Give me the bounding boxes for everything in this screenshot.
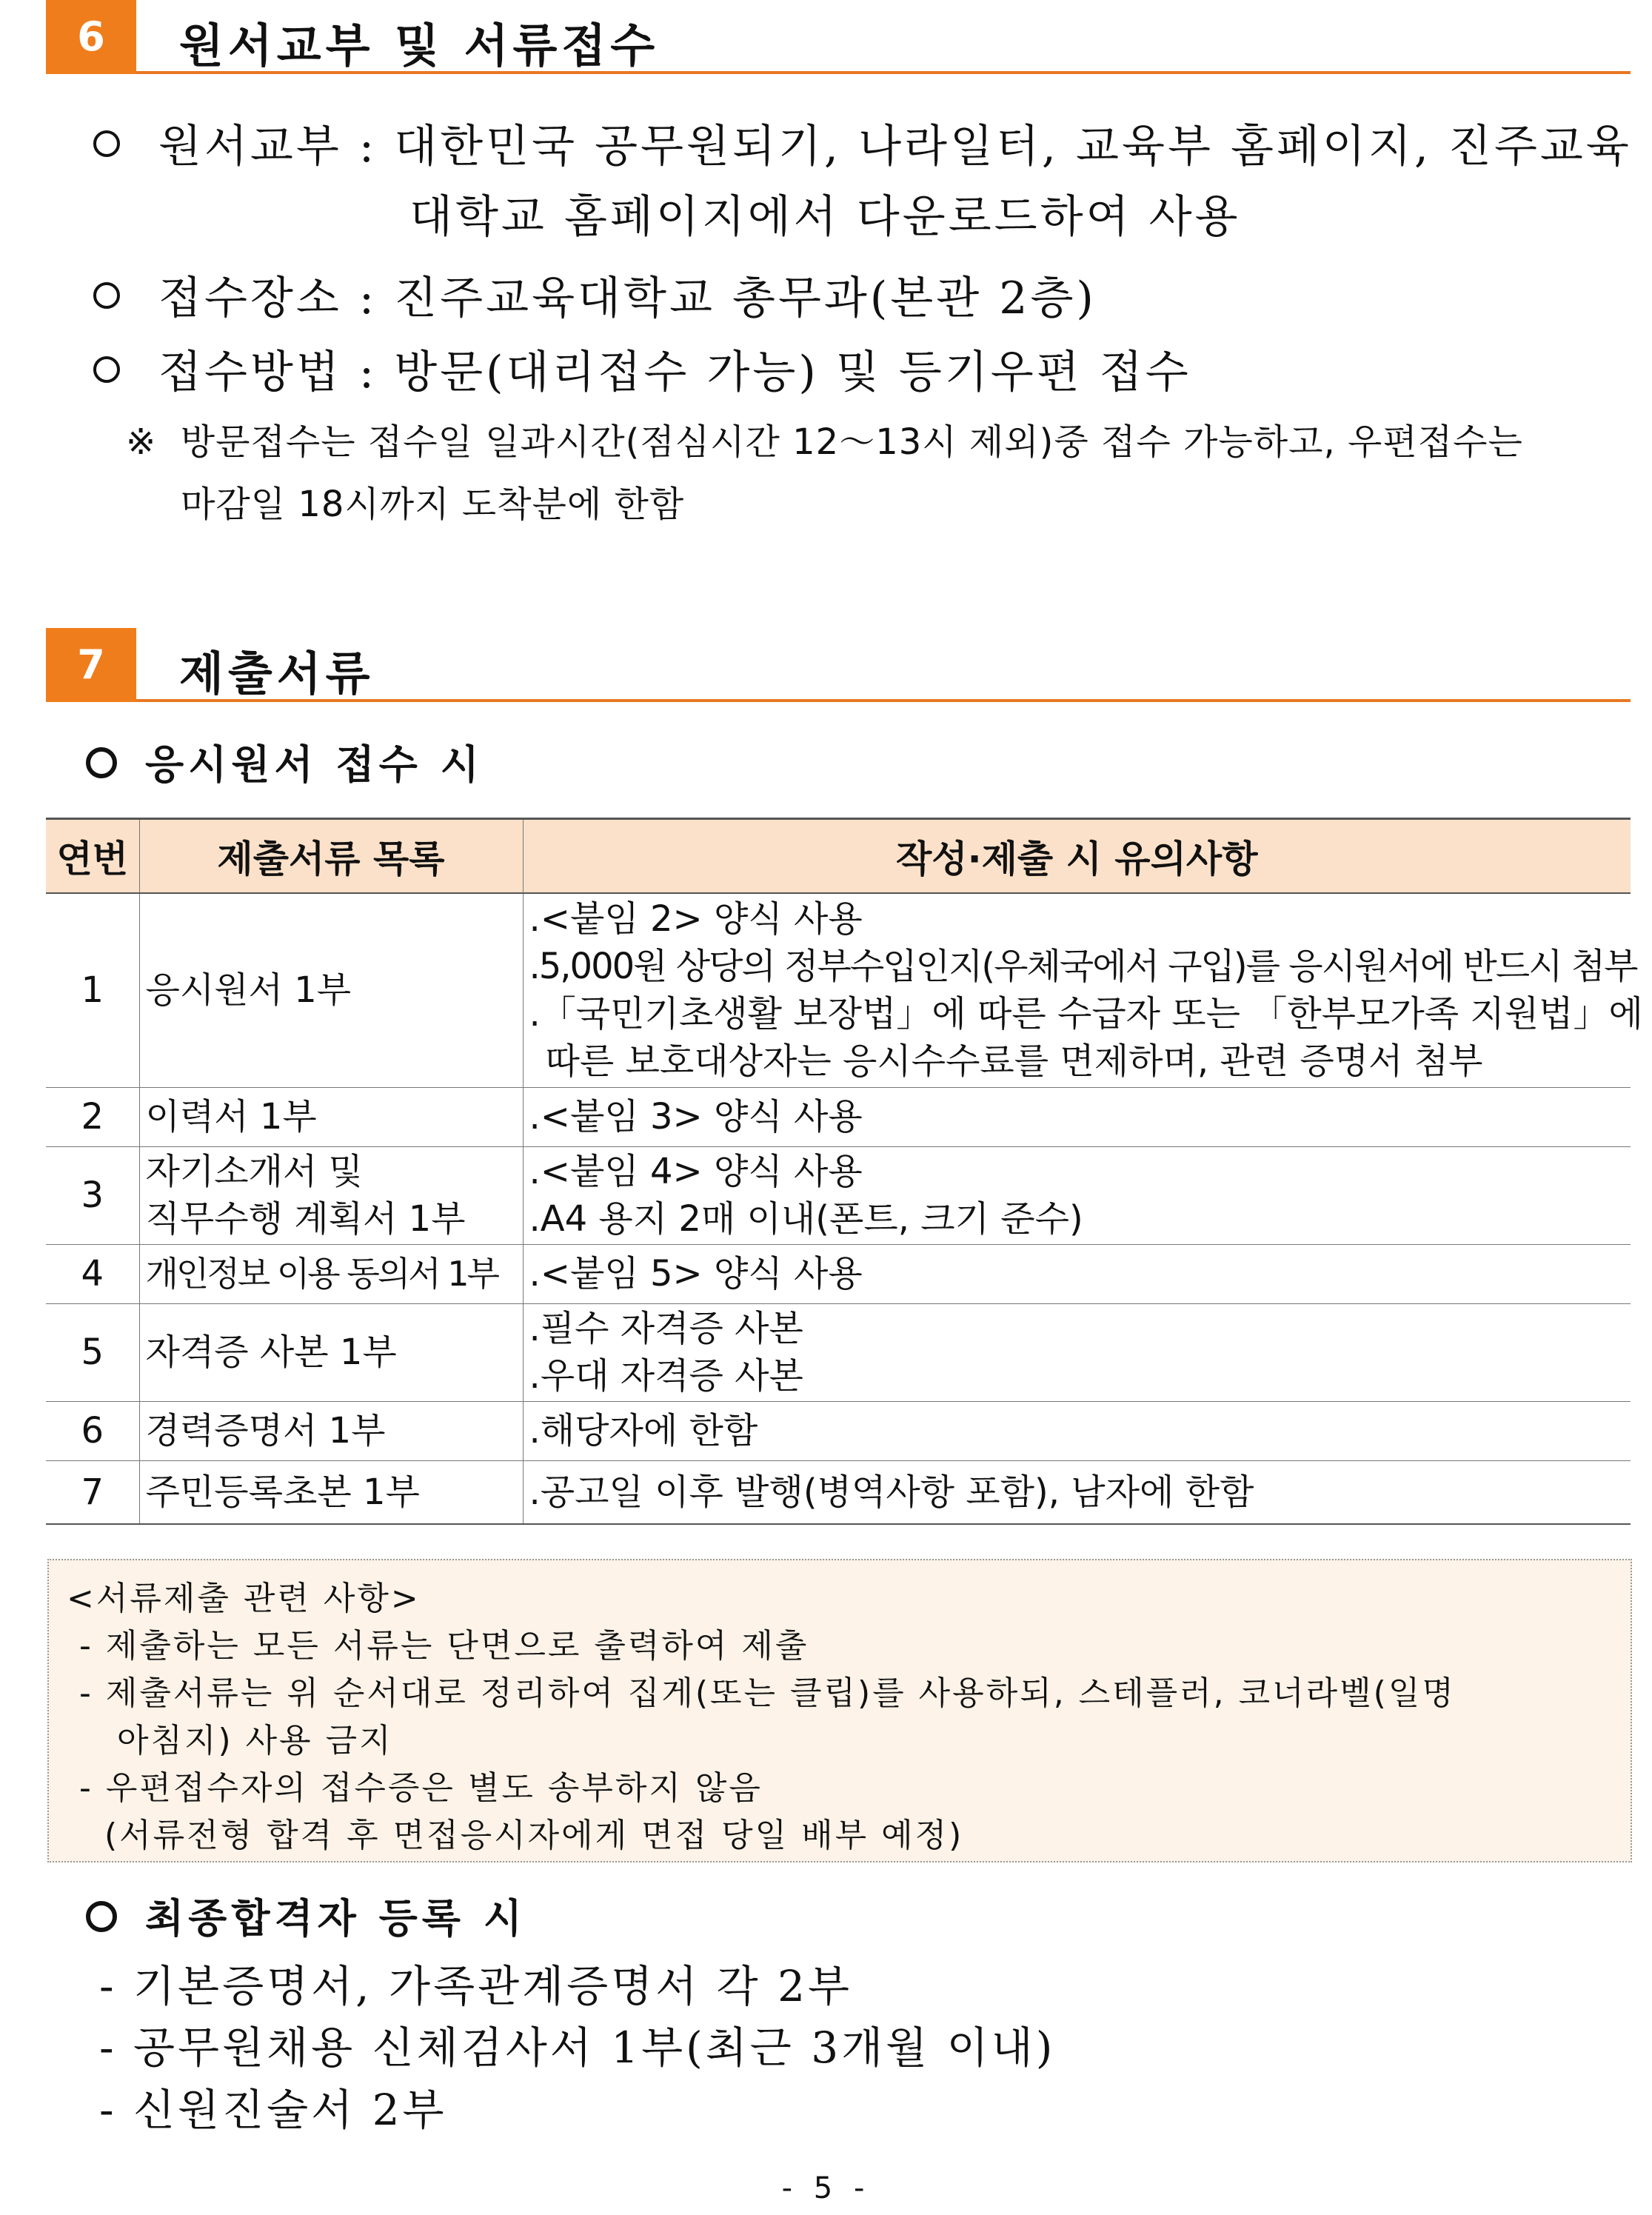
final-item: - 신원진술서 2부 <box>99 2085 447 2135</box>
item-application-distribution-cont: 대학교 홈페이지에서 다운로드하여 사용 <box>409 191 1241 243</box>
section-6-title: 원서교부 및 서류접수 <box>179 19 660 73</box>
circle-bullet-icon <box>86 1901 117 1932</box>
subsection-final-registration: 최종합격자 등록 시 <box>86 1887 526 1944</box>
table-row: 4 개인정보 이용 동의서 1부 .<붙임 5> 양식 사용 <box>46 1244 1631 1303</box>
header-doc: 제출서류 목록 <box>139 819 523 894</box>
notice-line: (서류전형 합격 후 면접응시자에게 면접 당일 배부 예정) <box>67 1817 964 1854</box>
circle-bullet-icon <box>86 747 117 778</box>
submission-notice-box <box>47 1559 1632 1862</box>
documents-table <box>46 818 1643 1525</box>
table-row: 2 이력서 1부 .<붙임 3> 양식 사용 <box>46 1087 1631 1146</box>
reception-note-cont: 마감일 18시까지 도착분에 한함 <box>181 484 685 525</box>
notice-line: - 우편접수자의 접수증은 별도 송부하지 않음 <box>67 1769 763 1807</box>
section-7-header <box>46 628 1631 702</box>
notice-line: <서류제출 관련 사항> <box>67 1580 421 1617</box>
table-header-row <box>46 819 1631 894</box>
section-7-title: 제출서류 <box>179 647 375 701</box>
item-application-distribution: 원서교부 : 대한민국 공무원되기, 나라일터, 교육부 홈페이지, 진주교육 <box>93 111 1632 175</box>
section-7-number: 7 <box>46 628 136 702</box>
circle-bullet-icon <box>93 130 120 157</box>
circle-bullet-icon <box>93 282 120 309</box>
reception-note: ※ 방문접수는 접수일 일과시간(점심시간 12～13시 제외)중 접수 가능하고, 우편접수는 <box>126 421 1523 463</box>
subsection-application: 응시원서 접수 시 <box>86 733 484 790</box>
reference-mark-icon: ※ <box>126 421 157 463</box>
header-no: 연번 <box>46 819 139 894</box>
circle-bullet-icon <box>93 356 120 383</box>
page-number: - 5 - <box>781 2171 871 2205</box>
item-reception-place: 접수장소 : 진주교육대학교 총무과(본관 2층) <box>93 263 1097 327</box>
table-row: 1 응시원서 1부 .<붙임 2> 양식 사용 .5,000원 상당의 정부수입인지(우체국에서 구입)를 응시원서에 반드시 첨부 .「국민기초생활 보장법」에 따른 수급자 또는 「한부모가족 지원법」에 따른 보호대상자는 응시수수료를 면제하며, 관련 증명서 첨부 <box>46 893 1631 1087</box>
final-item: - 기본증명서, 가족관계증명서 각 2부 <box>99 1961 853 2011</box>
notice-line: - 제출하는 모든 서류는 단면으로 출력하여 제출 <box>67 1627 809 1665</box>
table-row: 6 경력증명서 1부 .해당자에 한함 <box>46 1401 1631 1460</box>
notice-line: - 제출서류는 위 순서대로 정리하여 집게(또는 클립)를 사용하되, 스테플러, 코너라벨(일명 <box>67 1674 1456 1712</box>
table-row: 7 주민등록초본 1부 .공고일 이후 발행(병역사항 포함), 남자에 한함 <box>46 1460 1631 1524</box>
item-reception-method: 접수방법 : 방문(대리접수 가능) 및 등기우편 접수 <box>93 337 1191 401</box>
notice-line: 아침지) 사용 금지 <box>67 1722 393 1760</box>
final-item: - 공무원채용 신체검사서 1부(최근 3개월 이내) <box>99 2022 1056 2073</box>
section-6-number: 6 <box>46 0 136 74</box>
table-row: 5 자격증 사본 1부 .필수 자격증 사본 .우대 자격증 사본 <box>46 1303 1631 1401</box>
section-6-header <box>46 0 1631 74</box>
table-row: 3 자기소개서 및 직무수행 계획서 1부 .<붙임 4> 양식 사용 .A4 용지 2매 이내(폰트, 크기 준수) <box>46 1146 1631 1244</box>
header-notes: 작성·제출 시 유의사항 <box>523 819 1631 894</box>
